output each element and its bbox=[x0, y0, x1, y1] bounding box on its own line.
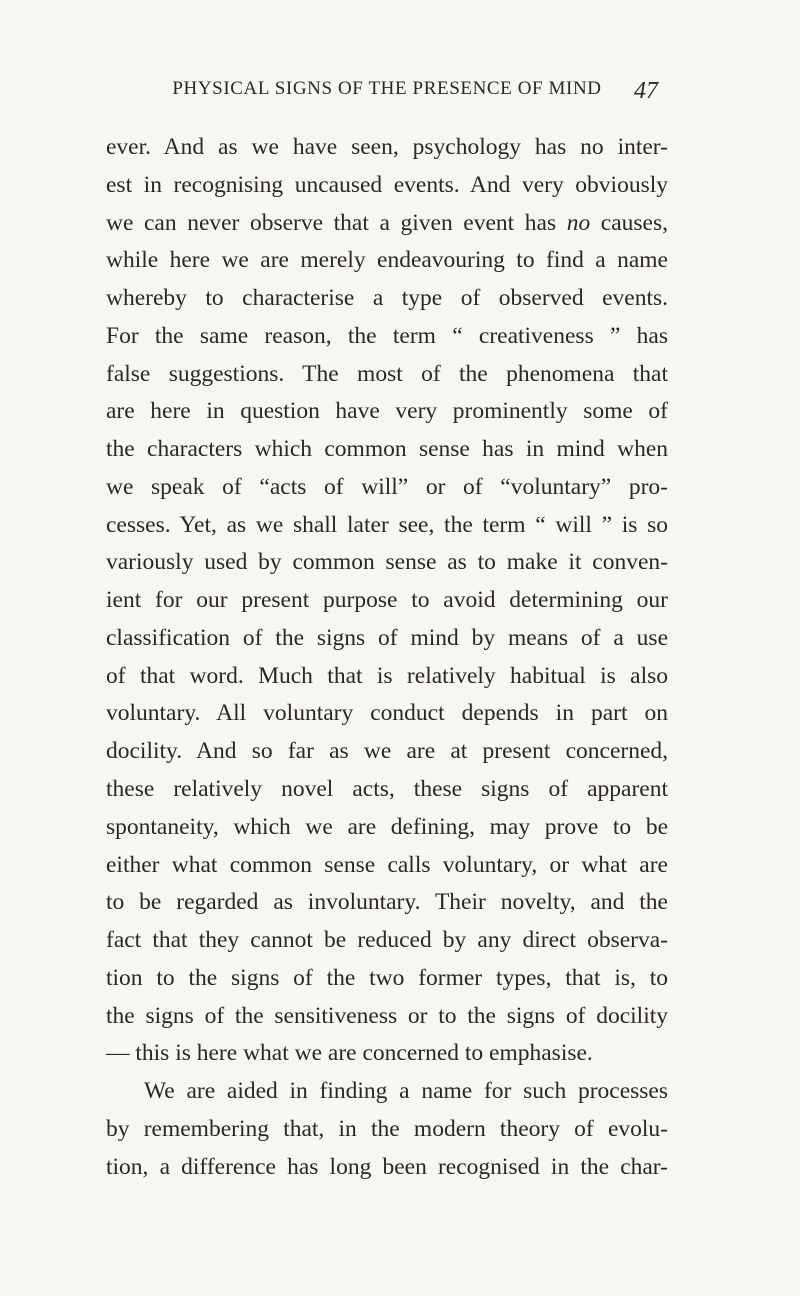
text-line: spontaneity, which we are defining, may prove to be bbox=[106, 813, 668, 840]
body-text bbox=[106, 129, 668, 1186]
text-line: fact that they cannot be reduced by any direct observa- bbox=[106, 927, 668, 954]
text-line: the characters which common sense has in mind when bbox=[106, 436, 668, 463]
emphasized-word: no bbox=[566, 209, 591, 236]
text-line: variously used by common sense as to make it conven- bbox=[106, 549, 668, 576]
running-head bbox=[0, 78, 800, 110]
text-line: to be regarded as involuntary. Their novelty, and the bbox=[106, 889, 668, 916]
text-line: while here we are merely endeavouring to find a name bbox=[106, 247, 668, 274]
text-line: — this is here what we are concerned to emphasise. bbox=[106, 1040, 593, 1067]
page-number: 47 bbox=[634, 78, 658, 104]
text-line bbox=[106, 205, 668, 243]
text-line: cesses. Yet, as we shall later see, the term “ will ” is so bbox=[106, 511, 668, 538]
paragraph-start-line: We are aided in finding a name for such processes bbox=[144, 1078, 668, 1105]
text-line: voluntary. All voluntary conduct depends in part on bbox=[106, 700, 668, 727]
running-title: PHYSICAL SIGNS OF THE PRESENCE OF MIND bbox=[172, 78, 602, 99]
text-line: docility. And so far as we are at present concerned, bbox=[106, 738, 668, 765]
text-line: either what common sense calls voluntary, or what are bbox=[106, 851, 668, 878]
text-line: tion, a difference has long been recognised in the char- bbox=[106, 1153, 668, 1180]
text-line: ient for our present purpose to avoid determining our bbox=[106, 587, 668, 614]
text-line: false suggestions. The most of the phenomena that bbox=[106, 360, 668, 387]
text-line: classification of the signs of mind by means of a use bbox=[106, 624, 668, 651]
text-line: we speak of “acts of will” or of “voluntary” pro- bbox=[106, 473, 668, 500]
text-line: by remembering that, in the modern theory of evolu- bbox=[106, 1115, 668, 1142]
text-line: whereby to characterise a type of observed events. bbox=[106, 285, 668, 312]
text-segment: causes, bbox=[590, 209, 669, 236]
text-line: of that word. Much that is relatively habitual is also bbox=[106, 662, 668, 689]
text-segment: we can never observe that a given event has bbox=[106, 209, 567, 236]
text-line: ever. And as we have seen, psychology has no inter- bbox=[106, 134, 668, 160]
text-line: For the same reason, the term “ creativeness ” has bbox=[106, 322, 668, 349]
text-line: est in recognising uncaused events. And very obviously bbox=[106, 171, 668, 198]
text-line: the signs of the sensitiveness or to the signs of docility bbox=[106, 1002, 668, 1029]
text-line: tion to the signs of the two former types, that is, to bbox=[106, 964, 668, 991]
text-line: are here in question have very prominently some of bbox=[106, 398, 668, 425]
text-line: these relatively novel acts, these signs of apparent bbox=[106, 776, 668, 803]
